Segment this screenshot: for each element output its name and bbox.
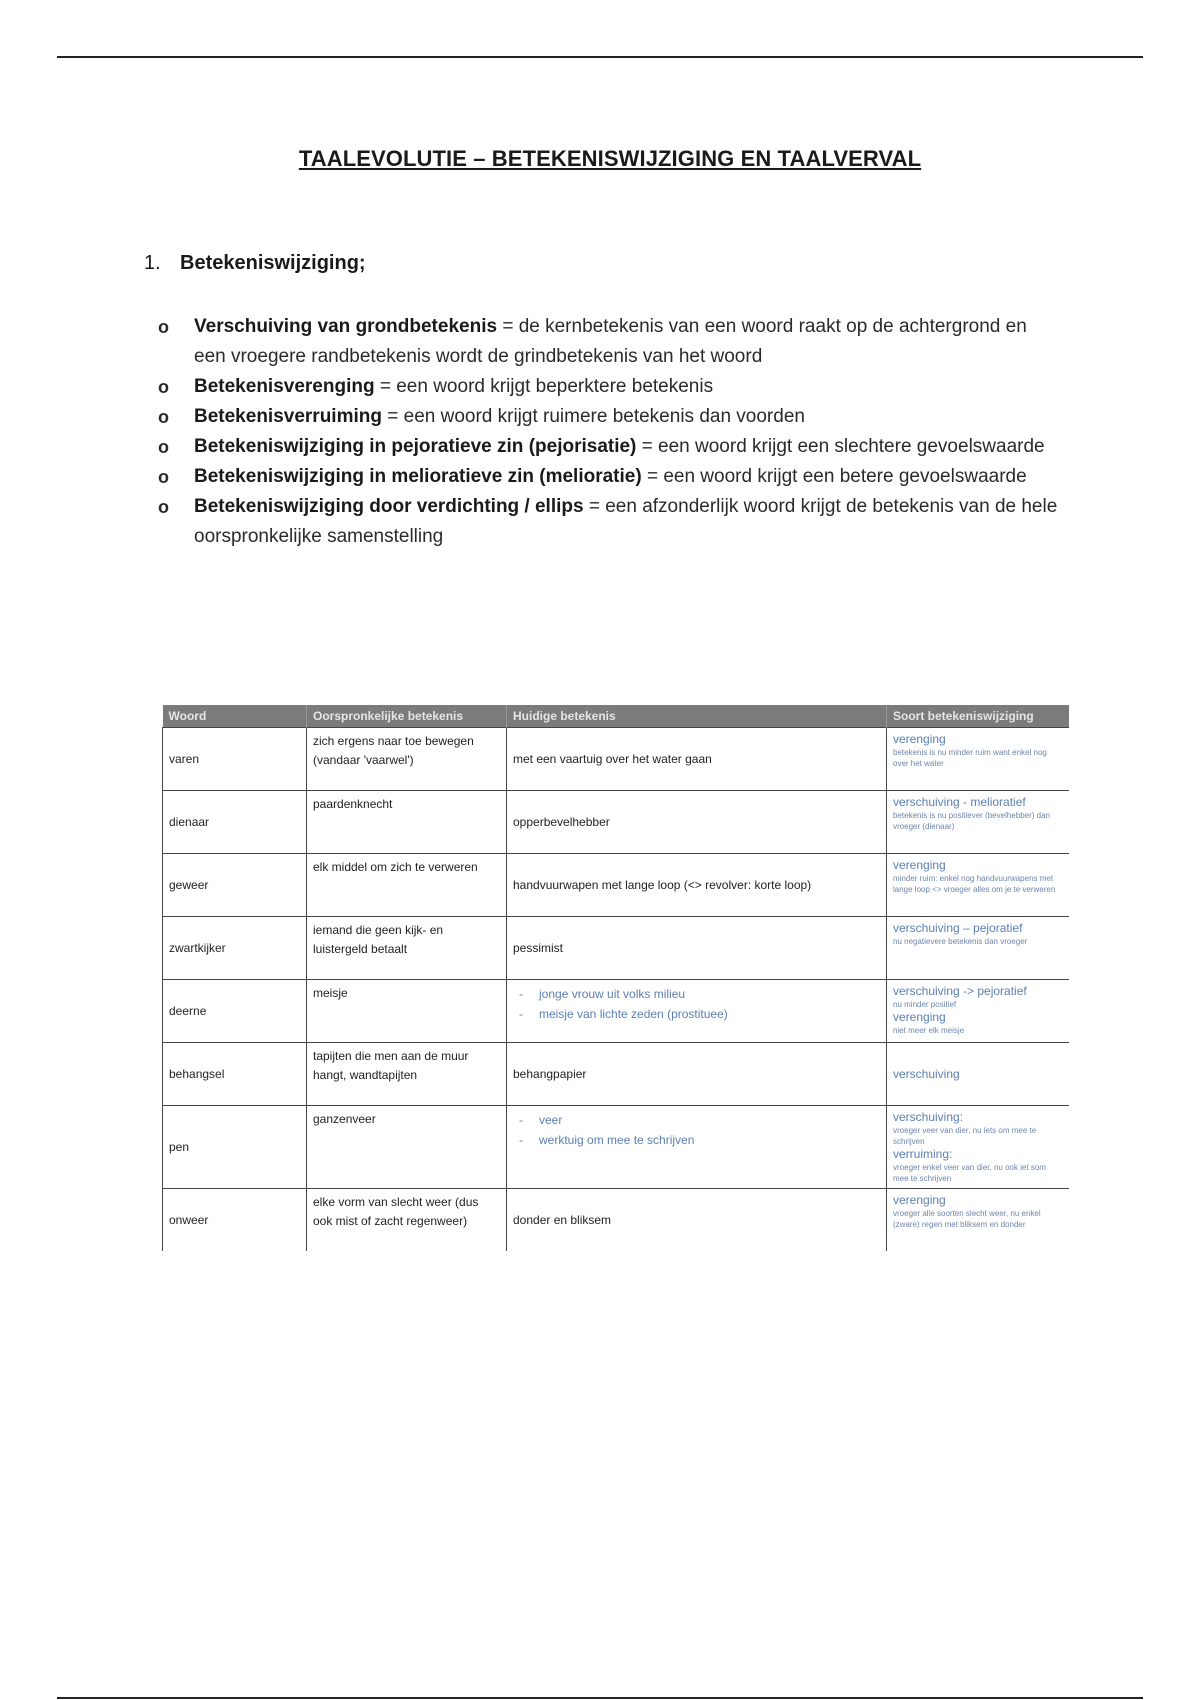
bullet-text: = een woord krijgt een betere gevoelswaarde bbox=[641, 466, 1027, 487]
cell-soort bbox=[887, 1043, 1069, 1106]
cell-huidig: donder en bliksem bbox=[507, 1189, 887, 1252]
soort-label: verenging bbox=[893, 858, 946, 872]
soort-label: verschuiving – pejoratief bbox=[893, 921, 1023, 935]
cell-soort bbox=[887, 1106, 1069, 1189]
soort-label: verenging bbox=[893, 1193, 946, 1207]
cell-soort bbox=[887, 791, 1069, 854]
cell-woord: varen bbox=[163, 728, 307, 791]
bullet-item bbox=[158, 402, 1058, 432]
bullet-term: Betekenisverruiming bbox=[194, 406, 382, 427]
bullet-item bbox=[158, 462, 1058, 492]
header-huidig: Huidige betekenis bbox=[507, 705, 887, 728]
soort-label: verschuiving: bbox=[893, 1110, 964, 1124]
cell-soort bbox=[887, 917, 1069, 980]
bullet-list bbox=[158, 312, 1058, 552]
bullet-term: Betekeniswijziging door verdichting / ellips bbox=[194, 496, 584, 517]
soort-note: betekenis is nu minder ruim want enkel nog over het water bbox=[893, 748, 1047, 768]
cell-oorspronkelijk: elk middel om zich te verweren bbox=[307, 854, 507, 917]
bullet-marker: o bbox=[158, 377, 169, 397]
bullet-text: = de kernbetekenis van een woord raakt op de achtergrond en een vroegere randbetekenis wordt de grindbetekenis van het woord bbox=[194, 316, 1027, 367]
cell-huidig bbox=[507, 1106, 887, 1189]
soort-label: verenging bbox=[893, 732, 946, 746]
cell-huidig: handvuurwapen met lange loop (<> revolver: korte loop) bbox=[507, 854, 887, 917]
table-row bbox=[163, 1189, 1069, 1252]
table-row bbox=[163, 791, 1069, 854]
bullet-marker: o bbox=[158, 467, 169, 487]
soort-note: vroeger veer van dier, nu iets om mee te schrijven bbox=[893, 1126, 1037, 1146]
soort-note: nu negatievere betekenis dan vroeger bbox=[893, 937, 1028, 946]
soort-note: vroeger alle soorten slecht weer, nu enkel (zware) regen met bliksem en donder bbox=[893, 1209, 1041, 1229]
soort-note: niet meer elk meisje bbox=[893, 1026, 965, 1035]
huidig-list-item: - veer bbox=[513, 1110, 880, 1130]
bullet-text: = een woord krijgt beperktere betekenis bbox=[374, 376, 714, 397]
bullet-marker: o bbox=[158, 317, 169, 337]
soort-note: betekenis is nu positiever (bevelhebber) dan vroeger (dienaar) bbox=[893, 811, 1050, 831]
cell-huidig: opperbevelhebber bbox=[507, 791, 887, 854]
huidig-list-item: - meisje van lichte zeden (prostituee) bbox=[513, 1004, 880, 1024]
cell-oorspronkelijk: paardenknecht bbox=[307, 791, 507, 854]
cell-woord: onweer bbox=[163, 1189, 307, 1252]
bullet-item bbox=[158, 492, 1058, 552]
bullet-item bbox=[158, 372, 1058, 402]
bullet-marker: o bbox=[158, 407, 169, 427]
table-row bbox=[163, 917, 1069, 980]
top-rule bbox=[57, 56, 1143, 58]
cell-huidig: pessimist bbox=[507, 917, 887, 980]
soort-label: verschuiving bbox=[893, 1066, 960, 1081]
cell-soort bbox=[887, 980, 1069, 1043]
table-row bbox=[163, 728, 1069, 791]
bottom-rule bbox=[57, 1697, 1143, 1699]
soort-label: verenging bbox=[893, 1010, 946, 1024]
cell-oorspronkelijk: tapijten die men aan de muur hangt, wandtapijten bbox=[307, 1043, 507, 1106]
huidig-list bbox=[513, 984, 880, 1024]
bullet-item bbox=[158, 432, 1058, 462]
cell-woord: zwartkijker bbox=[163, 917, 307, 980]
huidig-list-item: - werktuig om mee te schrijven bbox=[513, 1130, 880, 1150]
bullet-marker: o bbox=[158, 497, 169, 517]
table-row bbox=[163, 1106, 1069, 1189]
huidig-list bbox=[513, 1110, 880, 1150]
bullet-text: = een woord krijgt een slechtere gevoelswaarde bbox=[636, 436, 1045, 457]
bullet-term: Betekeniswijziging in melioratieve zin (melioratie) bbox=[194, 466, 642, 487]
section-number: 1. bbox=[144, 252, 161, 274]
bullet-term: Verschuiving van grondbetekenis bbox=[194, 316, 498, 337]
cell-woord: dienaar bbox=[163, 791, 307, 854]
cell-soort bbox=[887, 728, 1069, 791]
bullet-term: Betekeniswijziging in pejoratieve zin (pejorisatie) bbox=[194, 436, 637, 457]
table-row bbox=[163, 980, 1069, 1043]
meaning-change-table bbox=[162, 705, 1069, 1251]
soort-label: verruiming: bbox=[893, 1147, 953, 1161]
cell-woord: geweer bbox=[163, 854, 307, 917]
cell-huidig: met een vaartuig over het water gaan bbox=[507, 728, 887, 791]
bullet-marker: o bbox=[158, 437, 169, 457]
cell-oorspronkelijk: elke vorm van slecht weer (dus ook mist of zacht regenweer) bbox=[307, 1189, 507, 1252]
soort-label: verschuiving - melioratief bbox=[893, 795, 1026, 809]
header-woord: Woord bbox=[163, 705, 307, 728]
bullet-term: Betekenisverenging bbox=[194, 376, 375, 397]
cell-huidig bbox=[507, 980, 887, 1043]
cell-oorspronkelijk: iemand die geen kijk- en luistergeld betaalt bbox=[307, 917, 507, 980]
header-oorspronkelijk: Oorspronkelijke betekenis bbox=[307, 705, 507, 728]
bullet-item bbox=[158, 312, 1058, 372]
section-heading-text: Betekeniswijziging; bbox=[180, 252, 366, 274]
bullet-text: = een afzonderlijk woord krijgt de betekenis van de hele oorspronkelijke samenstelling bbox=[194, 496, 1058, 547]
cell-woord: pen bbox=[163, 1106, 307, 1189]
cell-oorspronkelijk: meisje bbox=[307, 980, 507, 1043]
huidig-list-item: - jonge vrouw uit volks milieu bbox=[513, 984, 880, 1004]
cell-oorspronkelijk: ganzenveer bbox=[307, 1106, 507, 1189]
table-row bbox=[163, 1043, 1069, 1106]
soort-note: nu minder positief bbox=[893, 1000, 957, 1009]
cell-woord: behangsel bbox=[163, 1043, 307, 1106]
table-row bbox=[163, 854, 1069, 917]
section-heading bbox=[144, 252, 366, 275]
cell-soort bbox=[887, 1189, 1069, 1252]
bullet-text: = een woord krijgt ruimere betekenis dan voorden bbox=[381, 406, 805, 427]
table-header-row bbox=[163, 705, 1069, 728]
soort-note: minder ruim: enkel nog handvuurwapens met lange loop <> vroeger alles om je te verweren bbox=[893, 874, 1056, 894]
soort-label: verschuiving -> pejoratief bbox=[893, 984, 1027, 998]
cell-oorspronkelijk: zich ergens naar toe bewegen (vandaar 'vaarwel') bbox=[307, 728, 507, 791]
cell-soort bbox=[887, 854, 1069, 917]
soort-note: vroeger enkel veer van dier, nu ook iet som mee te schrijven bbox=[893, 1163, 1046, 1183]
cell-woord: deerne bbox=[163, 980, 307, 1043]
page-title: TAALEVOLUTIE – BETEKENISWIJZIGING EN TAALVERVAL bbox=[298, 146, 922, 171]
header-soort: Soort betekeniswijziging bbox=[887, 705, 1069, 728]
cell-huidig: behangpapier bbox=[507, 1043, 887, 1106]
